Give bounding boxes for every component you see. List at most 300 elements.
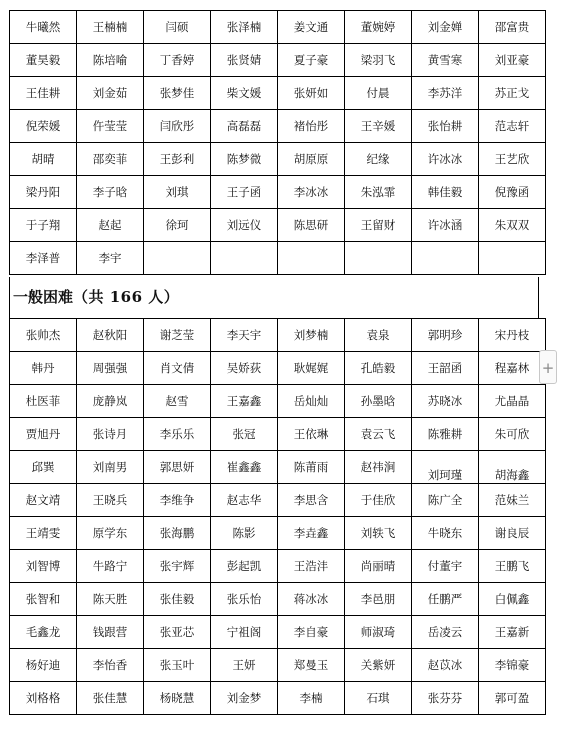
plus-icon: + bbox=[541, 359, 555, 377]
name-text: 郭思妍 bbox=[159, 460, 195, 474]
name-text: 赵秋阳 bbox=[92, 328, 128, 342]
name-text: 刘金梦 bbox=[226, 691, 262, 705]
name-text: 苏正戈 bbox=[494, 86, 530, 100]
name-cell bbox=[144, 352, 211, 385]
name-cell bbox=[211, 209, 278, 242]
name-text: 崔鑫鑫 bbox=[226, 460, 262, 474]
name-text: 褚怡彤 bbox=[293, 119, 329, 133]
name-cell bbox=[278, 385, 345, 418]
name-cell bbox=[144, 44, 211, 77]
name-text: 张怡耕 bbox=[427, 119, 463, 133]
name-text: 张海鹏 bbox=[159, 526, 195, 540]
name-text: 岳凌云 bbox=[427, 625, 463, 639]
add-row-button[interactable] bbox=[539, 350, 557, 384]
table-2-row bbox=[10, 352, 546, 385]
name-text: 王嘉新 bbox=[494, 625, 530, 639]
name-text: 李垚鑫 bbox=[293, 526, 329, 540]
name-text: 纪缘 bbox=[366, 152, 390, 166]
name-text: 李泽普 bbox=[25, 251, 61, 265]
name-cell bbox=[278, 451, 345, 484]
name-text: 杨晓慧 bbox=[159, 691, 195, 705]
name-text: 毛鑫龙 bbox=[25, 625, 61, 639]
name-cell bbox=[10, 44, 77, 77]
name-text: 赵文靖 bbox=[25, 493, 61, 507]
name-text: 王韶函 bbox=[427, 361, 463, 375]
name-cell bbox=[211, 110, 278, 143]
name-cell bbox=[479, 77, 546, 110]
name-cell bbox=[77, 77, 144, 110]
name-cell bbox=[10, 352, 77, 385]
name-text: 邱巽 bbox=[31, 460, 55, 474]
name-text: 刘梦楠 bbox=[293, 328, 329, 342]
name-text: 倪荣媛 bbox=[25, 119, 61, 133]
name-cell bbox=[479, 517, 546, 550]
name-text: 李自豪 bbox=[293, 625, 329, 639]
name-text: 牛曦然 bbox=[25, 20, 61, 34]
name-text: 张泽楠 bbox=[226, 20, 262, 34]
table-2-row bbox=[10, 682, 546, 715]
name-text: 赵雪 bbox=[165, 394, 189, 408]
name-text: 刘琪 bbox=[165, 185, 189, 199]
name-cell bbox=[10, 176, 77, 209]
name-cell bbox=[345, 11, 412, 44]
name-cell bbox=[412, 44, 479, 77]
name-text: 白佩鑫 bbox=[494, 592, 530, 606]
name-text: 李子晗 bbox=[92, 185, 128, 199]
name-cell bbox=[345, 418, 412, 451]
section-heading bbox=[9, 277, 539, 318]
name-cell bbox=[211, 418, 278, 451]
name-cell bbox=[412, 451, 479, 484]
name-cell bbox=[412, 550, 479, 583]
name-cell bbox=[479, 418, 546, 451]
name-text: 付董宇 bbox=[427, 559, 463, 573]
section-count: （共 166 人） bbox=[73, 288, 180, 306]
name-text: 王佳耕 bbox=[25, 86, 61, 100]
name-cell bbox=[412, 319, 479, 352]
name-cell bbox=[278, 352, 345, 385]
name-cell bbox=[10, 143, 77, 176]
name-cell bbox=[278, 550, 345, 583]
name-text: 王辛媛 bbox=[360, 119, 396, 133]
name-cell bbox=[77, 583, 144, 616]
name-text: 李楠 bbox=[299, 691, 323, 705]
name-cell bbox=[278, 77, 345, 110]
name-cell bbox=[77, 352, 144, 385]
name-cell bbox=[144, 682, 211, 715]
name-cell bbox=[77, 682, 144, 715]
name-text: 袁云飞 bbox=[360, 427, 396, 441]
name-cell bbox=[412, 242, 479, 275]
name-cell bbox=[211, 451, 278, 484]
name-text: 邵奕菲 bbox=[92, 152, 128, 166]
name-text: 王楠楠 bbox=[92, 20, 128, 34]
name-cell bbox=[144, 616, 211, 649]
name-text: 刘金婵 bbox=[427, 20, 463, 34]
name-cell bbox=[345, 583, 412, 616]
name-text: 关紫妍 bbox=[360, 658, 396, 672]
name-cell bbox=[77, 385, 144, 418]
name-text: 李冰冰 bbox=[293, 185, 329, 199]
table-2-row bbox=[10, 649, 546, 682]
name-text: 刘亚豪 bbox=[494, 53, 530, 67]
name-text: 李维争 bbox=[159, 493, 195, 507]
name-cell bbox=[479, 176, 546, 209]
name-cell bbox=[144, 77, 211, 110]
name-cell bbox=[211, 242, 278, 275]
name-text: 梁丹阳 bbox=[25, 185, 61, 199]
name-text: 刘轶飞 bbox=[360, 526, 396, 540]
table-2-row bbox=[10, 484, 546, 517]
name-text: 钱跟营 bbox=[92, 625, 128, 639]
name-cell bbox=[278, 517, 345, 550]
name-cell bbox=[144, 418, 211, 451]
name-text: 程嘉林 bbox=[494, 361, 530, 375]
name-cell bbox=[479, 649, 546, 682]
table-1-row bbox=[10, 77, 546, 110]
name-text: 张贤婧 bbox=[226, 53, 262, 67]
name-cell bbox=[10, 517, 77, 550]
name-text: 张乐怡 bbox=[226, 592, 262, 606]
name-text: 谢芝莹 bbox=[159, 328, 195, 342]
name-text: 郑曼玉 bbox=[293, 658, 329, 672]
name-text: 刘金茹 bbox=[92, 86, 128, 100]
name-cell bbox=[278, 649, 345, 682]
name-cell bbox=[278, 11, 345, 44]
name-text: 李宇 bbox=[98, 251, 122, 265]
name-cell bbox=[10, 451, 77, 484]
table-1-row bbox=[10, 44, 546, 77]
name-table-1-body bbox=[10, 11, 546, 275]
name-cell bbox=[77, 242, 144, 275]
name-cell bbox=[479, 209, 546, 242]
name-cell bbox=[345, 77, 412, 110]
name-cell bbox=[10, 649, 77, 682]
name-cell bbox=[144, 517, 211, 550]
name-cell bbox=[278, 242, 345, 275]
name-cell bbox=[211, 77, 278, 110]
name-cell bbox=[77, 418, 144, 451]
table-1-row bbox=[10, 110, 546, 143]
name-cell bbox=[211, 583, 278, 616]
name-cell bbox=[412, 176, 479, 209]
name-cell bbox=[479, 143, 546, 176]
name-cell bbox=[10, 550, 77, 583]
name-cell bbox=[10, 583, 77, 616]
name-cell bbox=[278, 682, 345, 715]
name-text: 彭起凯 bbox=[226, 559, 262, 573]
name-text: 张玉叶 bbox=[159, 658, 195, 672]
name-text: 张冠 bbox=[232, 427, 256, 441]
name-text: 张芬芬 bbox=[427, 691, 463, 705]
name-cell bbox=[479, 385, 546, 418]
name-cell bbox=[10, 484, 77, 517]
name-cell bbox=[10, 319, 77, 352]
name-cell bbox=[479, 484, 546, 517]
name-cell bbox=[479, 319, 546, 352]
name-cell bbox=[10, 209, 77, 242]
name-cell bbox=[144, 176, 211, 209]
name-cell bbox=[144, 242, 211, 275]
name-cell bbox=[144, 11, 211, 44]
name-cell bbox=[144, 385, 211, 418]
name-text: 韩佳毅 bbox=[427, 185, 463, 199]
name-cell bbox=[412, 143, 479, 176]
name-cell bbox=[211, 176, 278, 209]
name-cell bbox=[345, 451, 412, 484]
name-cell bbox=[211, 319, 278, 352]
name-text: 许冰涵 bbox=[427, 218, 463, 232]
name-cell bbox=[211, 649, 278, 682]
name-text: 张亚芯 bbox=[159, 625, 195, 639]
name-cell bbox=[345, 110, 412, 143]
name-cell bbox=[77, 319, 144, 352]
name-text: 黄雪寒 bbox=[427, 53, 463, 67]
name-cell bbox=[211, 682, 278, 715]
name-cell bbox=[211, 11, 278, 44]
table-2-row bbox=[10, 451, 546, 484]
name-cell bbox=[412, 616, 479, 649]
name-cell bbox=[77, 517, 144, 550]
name-cell bbox=[345, 209, 412, 242]
name-cell bbox=[412, 209, 479, 242]
name-cell bbox=[144, 583, 211, 616]
name-text: 王依琳 bbox=[293, 427, 329, 441]
name-cell bbox=[211, 352, 278, 385]
name-text: 牛晓东 bbox=[427, 526, 463, 540]
name-text: 师淑琦 bbox=[360, 625, 396, 639]
name-text: 付晨 bbox=[366, 86, 390, 100]
name-cell bbox=[77, 11, 144, 44]
name-text: 宋丹枝 bbox=[494, 328, 530, 342]
name-text: 范志轩 bbox=[494, 119, 530, 133]
name-text: 尚丽晴 bbox=[360, 559, 396, 573]
name-text: 尤晶晶 bbox=[494, 394, 530, 408]
name-cell bbox=[77, 550, 144, 583]
name-cell bbox=[412, 682, 479, 715]
table-1-row bbox=[10, 176, 546, 209]
table-2-row bbox=[10, 319, 546, 352]
name-text: 任鹏严 bbox=[427, 592, 463, 606]
name-cell bbox=[345, 550, 412, 583]
name-text: 赵祎涧 bbox=[360, 460, 396, 474]
name-cell bbox=[144, 209, 211, 242]
name-cell bbox=[345, 242, 412, 275]
name-text: 赵苡冰 bbox=[427, 658, 463, 672]
name-table-2-body bbox=[10, 319, 546, 715]
name-text: 张宇辉 bbox=[159, 559, 195, 573]
name-text: 胡海鑫 bbox=[494, 468, 530, 482]
name-text: 陈梦微 bbox=[226, 152, 262, 166]
name-cell bbox=[278, 418, 345, 451]
name-text: 柴文媛 bbox=[226, 86, 262, 100]
name-cell bbox=[211, 484, 278, 517]
name-cell bbox=[211, 385, 278, 418]
name-text: 梁羽飞 bbox=[360, 53, 396, 67]
name-text: 肖文倩 bbox=[159, 361, 195, 375]
name-cell bbox=[77, 110, 144, 143]
name-cell bbox=[412, 11, 479, 44]
name-text: 王靖雯 bbox=[25, 526, 61, 540]
table-1-row bbox=[10, 209, 546, 242]
name-text: 宁祖阁 bbox=[226, 625, 262, 639]
name-text: 王留财 bbox=[360, 218, 396, 232]
name-text: 石琪 bbox=[366, 691, 390, 705]
name-cell bbox=[479, 44, 546, 77]
name-cell bbox=[345, 616, 412, 649]
name-text: 孙墨晗 bbox=[360, 394, 396, 408]
name-text: 袁泉 bbox=[366, 328, 390, 342]
name-cell bbox=[10, 242, 77, 275]
name-text: 牛路宁 bbox=[92, 559, 128, 573]
name-cell bbox=[412, 484, 479, 517]
name-text: 许冰冰 bbox=[427, 152, 463, 166]
name-text: 陈莆雨 bbox=[293, 460, 329, 474]
name-text: 陈培喻 bbox=[92, 53, 128, 67]
name-text: 李锦豪 bbox=[494, 658, 530, 672]
name-text: 刘智博 bbox=[25, 559, 61, 573]
name-cell bbox=[479, 583, 546, 616]
name-cell bbox=[10, 682, 77, 715]
name-cell bbox=[77, 484, 144, 517]
name-text: 王浩沣 bbox=[293, 559, 329, 573]
name-cell bbox=[479, 352, 546, 385]
name-text: 耿娓娓 bbox=[293, 361, 329, 375]
name-cell bbox=[77, 209, 144, 242]
name-cell bbox=[479, 451, 546, 484]
name-text: 刘南男 bbox=[92, 460, 128, 474]
name-text: 庞静岚 bbox=[92, 394, 128, 408]
name-text: 贾旭丹 bbox=[25, 427, 61, 441]
name-text: 王妍 bbox=[232, 658, 256, 672]
name-text: 董婉婷 bbox=[360, 20, 396, 34]
table-1-row bbox=[10, 143, 546, 176]
name-text: 闫硕 bbox=[165, 20, 189, 34]
name-text: 刘远仪 bbox=[226, 218, 262, 232]
name-text: 胡原原 bbox=[293, 152, 329, 166]
table-2-row bbox=[10, 616, 546, 649]
name-cell bbox=[479, 11, 546, 44]
name-text: 原学东 bbox=[92, 526, 128, 540]
name-text: 陈影 bbox=[232, 526, 256, 540]
name-cell bbox=[345, 143, 412, 176]
name-text: 刘格格 bbox=[25, 691, 61, 705]
name-cell bbox=[10, 616, 77, 649]
name-cell bbox=[412, 352, 479, 385]
name-cell bbox=[278, 583, 345, 616]
name-cell bbox=[412, 418, 479, 451]
name-text: 王艺欣 bbox=[494, 152, 530, 166]
name-cell bbox=[345, 517, 412, 550]
name-cell bbox=[278, 44, 345, 77]
name-table-1 bbox=[9, 10, 546, 275]
name-text: 李苏洋 bbox=[427, 86, 463, 100]
name-text: 陈雅耕 bbox=[427, 427, 463, 441]
name-text: 朱双双 bbox=[494, 218, 530, 232]
name-text: 范妹兰 bbox=[494, 493, 530, 507]
table-2-row bbox=[10, 418, 546, 451]
name-text: 赵志华 bbox=[226, 493, 262, 507]
name-cell bbox=[77, 451, 144, 484]
name-text: 赵起 bbox=[98, 218, 122, 232]
name-text: 韩丹 bbox=[31, 361, 55, 375]
name-cell bbox=[479, 616, 546, 649]
name-cell bbox=[345, 319, 412, 352]
name-text: 王晓兵 bbox=[92, 493, 128, 507]
name-text: 闫欣彤 bbox=[159, 119, 195, 133]
name-table-2 bbox=[9, 318, 546, 715]
name-cell bbox=[345, 385, 412, 418]
name-text: 李思含 bbox=[293, 493, 329, 507]
name-text: 张智和 bbox=[25, 592, 61, 606]
name-text: 丁香婷 bbox=[159, 53, 195, 67]
name-cell bbox=[211, 143, 278, 176]
name-text: 孔皓毅 bbox=[360, 361, 396, 375]
name-cell bbox=[278, 176, 345, 209]
name-cell bbox=[144, 484, 211, 517]
table-2-row bbox=[10, 583, 546, 616]
name-cell bbox=[144, 451, 211, 484]
name-text: 杨好迪 bbox=[25, 658, 61, 672]
name-cell bbox=[77, 176, 144, 209]
section-title: 一般困难 bbox=[13, 288, 74, 306]
name-cell bbox=[10, 11, 77, 44]
name-text: 陈广全 bbox=[427, 493, 463, 507]
name-text: 朱可欣 bbox=[494, 427, 530, 441]
name-cell bbox=[412, 517, 479, 550]
name-text: 胡晴 bbox=[31, 152, 55, 166]
name-text: 董昊毅 bbox=[25, 53, 61, 67]
name-text: 郭明珍 bbox=[427, 328, 463, 342]
name-text: 李乐乐 bbox=[159, 427, 195, 441]
name-cell bbox=[144, 649, 211, 682]
name-text: 于佳欣 bbox=[360, 493, 396, 507]
name-text: 张佳毅 bbox=[159, 592, 195, 606]
name-text: 杜医菲 bbox=[25, 394, 61, 408]
name-text: 徐珂 bbox=[165, 218, 189, 232]
table-2-row bbox=[10, 385, 546, 418]
name-text: 夏子豪 bbox=[293, 53, 329, 67]
table-2-row bbox=[10, 550, 546, 583]
name-cell bbox=[345, 176, 412, 209]
name-cell bbox=[144, 110, 211, 143]
name-cell bbox=[77, 143, 144, 176]
name-text: 陈天胜 bbox=[92, 592, 128, 606]
name-cell bbox=[278, 484, 345, 517]
name-cell bbox=[479, 682, 546, 715]
name-cell bbox=[77, 649, 144, 682]
name-text: 蒋冰冰 bbox=[293, 592, 329, 606]
name-text: 于子翔 bbox=[25, 218, 61, 232]
name-cell bbox=[345, 44, 412, 77]
name-text: 朱泓霏 bbox=[360, 185, 396, 199]
name-cell bbox=[278, 319, 345, 352]
name-text: 倪豫函 bbox=[494, 185, 530, 199]
name-cell bbox=[479, 550, 546, 583]
name-cell bbox=[479, 110, 546, 143]
name-cell bbox=[412, 583, 479, 616]
name-text: 王鹏飞 bbox=[494, 559, 530, 573]
name-cell bbox=[77, 616, 144, 649]
name-text: 张佳慧 bbox=[92, 691, 128, 705]
name-text: 张梦佳 bbox=[159, 86, 195, 100]
name-cell bbox=[479, 242, 546, 275]
name-cell bbox=[211, 517, 278, 550]
name-text: 周强强 bbox=[92, 361, 128, 375]
name-text: 刘珂瑾 bbox=[427, 468, 463, 482]
table-2-row bbox=[10, 517, 546, 550]
name-cell bbox=[144, 550, 211, 583]
